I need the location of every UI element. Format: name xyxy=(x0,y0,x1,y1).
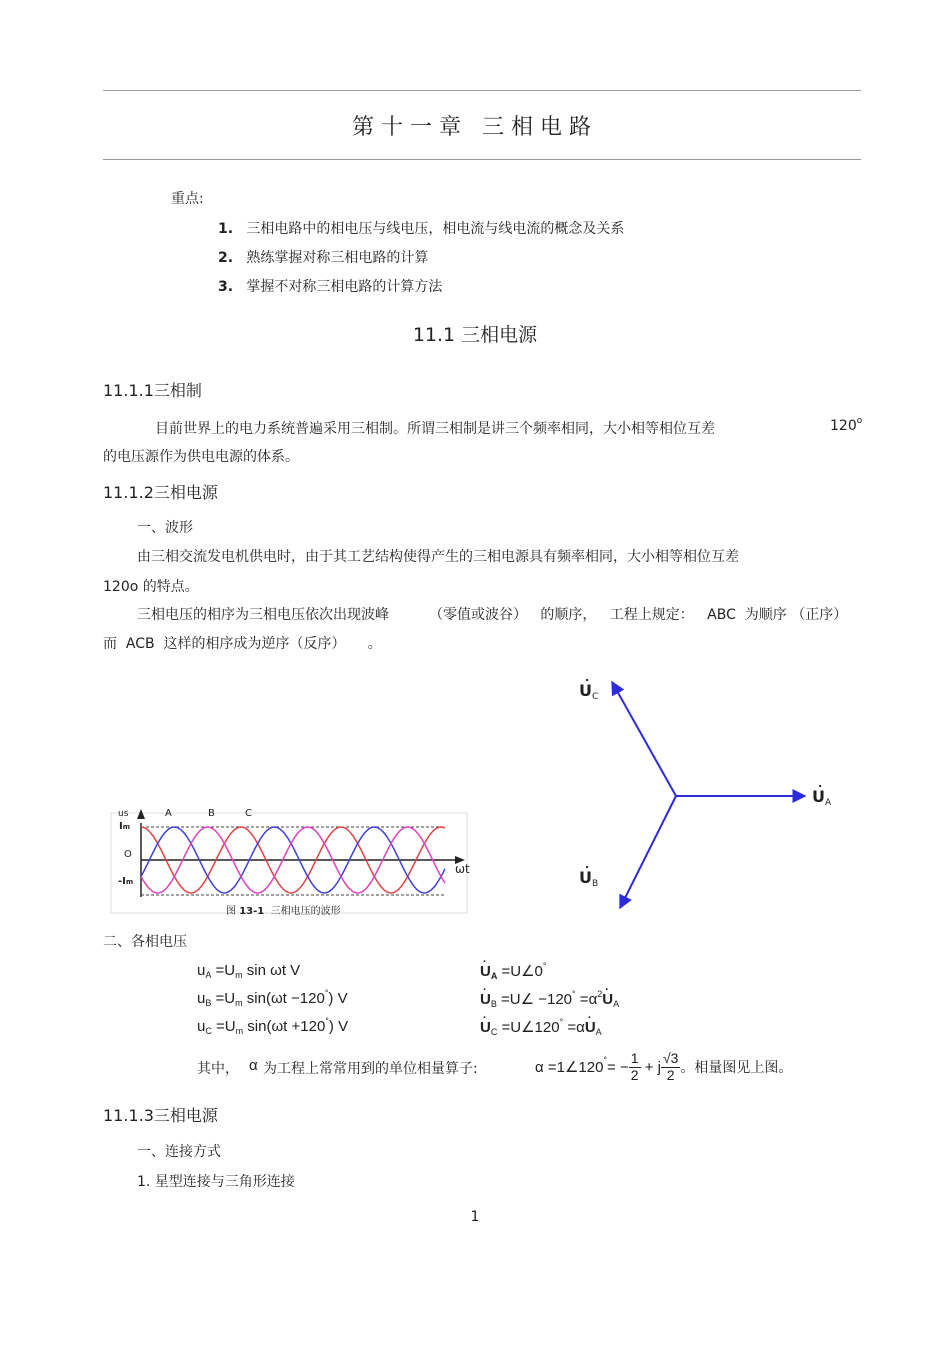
waveform-figure xyxy=(105,805,475,915)
para-phase-sequence-line1: 三相电压的相序为三相电压依次出现波峰 （零值或波谷） 的顺序， 工程上规定： ABC 为顺序 （正序） xyxy=(137,607,848,623)
waveform-origin: O xyxy=(124,849,132,860)
equation-ub: $u_B =U_m$ sin(ωt −120°) V xyxy=(197,988,348,1008)
top-rule xyxy=(103,90,861,91)
equation-uc: $u_C =U_m$ sin(ωt +120°) V xyxy=(197,1016,349,1036)
waveform-frame xyxy=(111,813,467,913)
alpha-where-label: 其中， xyxy=(197,1061,239,1077)
phasor-diagram xyxy=(600,670,840,915)
part-waveform-heading: 一、波形 xyxy=(137,520,193,536)
phase-difference-value: 120$^o$ xyxy=(830,416,863,434)
page-number: 1 xyxy=(470,1209,480,1225)
waveform-caption: 图 13-1 三相电压的波形 xyxy=(226,906,341,917)
phasor-uc-arrow xyxy=(612,682,676,796)
waveform-label-b: B xyxy=(208,808,215,819)
section-heading-11-1: 11.1 三相电源 xyxy=(412,324,538,346)
equation-ua: $u_A =U_m$ sin ωt V xyxy=(197,962,301,980)
para-three-phase-system-line2: 的电压源作为供电电源的体系。 xyxy=(103,449,299,465)
waveform-ylabel: us xyxy=(118,809,129,819)
para-three-phase-system-line1: 目前世界上的电力系统普遍采用三相制。所谓三相制是讲三个频率相同，大小相等相位互差 xyxy=(155,421,715,437)
chapter-title: 第十一章 三相电路 xyxy=(352,115,598,140)
waveform-label-c: C xyxy=(245,808,252,819)
equation-phasor-ub: . $U_B$ =U∠ $-120^\circ =\alpha^2$ . $U_A$ xyxy=(480,981,620,1009)
para-waveform-line2: 120o 的特点。 xyxy=(103,579,199,595)
para-waveform-line1: 由三相交流发电机供电时，由于其工艺结构使得产生的三相电源具有频率相同，大小相等相位互差 xyxy=(137,549,739,565)
key-point-2: 2. 熟练掌握对称三相电路的计算 xyxy=(218,250,429,266)
waveform-y-arrow xyxy=(137,809,145,819)
key-point-3: 3. 掌握不对称三相电路的计算方法 xyxy=(218,279,443,295)
waveform-xlabel: ωt xyxy=(455,862,470,876)
phasor-ub-arrow xyxy=(620,796,676,908)
key-points-label: 重点: xyxy=(171,191,204,207)
item-star-delta: 1. 星型连接与三角形连接 xyxy=(137,1174,295,1190)
subsection-heading-11-1-2: 11.1.2三相电源 xyxy=(103,483,218,502)
key-point-1: 1. 三相电路中的相电压与线电压，相电流与线电流的概念及关系 xyxy=(218,221,625,237)
equation-phasor-ua: . $U_A$ =U∠0° xyxy=(480,953,547,981)
waveform-neg-im-label: -Im xyxy=(118,876,134,887)
alpha-symbol: α xyxy=(249,1057,258,1074)
waveform-label-a: A xyxy=(165,808,172,819)
alpha-description: 为工程上常常用到的单位相量算子: xyxy=(263,1061,478,1077)
para-phase-sequence-line2: 而 ACB 这样的相序成为逆序（反序） 。 xyxy=(103,636,382,652)
alpha-definition: α =1∠120 ° = − $\frac{1}{2}$ + j $\frac{√3}{2}$ 。相量图见上图。 xyxy=(535,1050,793,1083)
subsection-heading-11-1-3: 11.1.3三相电源 xyxy=(103,1106,218,1125)
waveform-im-label: Im xyxy=(119,821,131,832)
equation-phasor-uc: . $U_C$ =U∠120° =α . $U_A$ xyxy=(480,1009,602,1037)
part-phase-voltages-heading: 二、各相电压 xyxy=(103,934,187,950)
part-connection-heading: 一、连接方式 xyxy=(137,1144,221,1160)
phasor-ub-label: . UB xyxy=(579,858,599,889)
title-bottom-rule xyxy=(103,159,861,160)
subsection-heading-11-1-1: 11.1.1三相制 xyxy=(103,381,202,400)
phasor-ua-label: . UA xyxy=(812,777,832,808)
phasor-uc-label: . UC xyxy=(579,671,599,702)
